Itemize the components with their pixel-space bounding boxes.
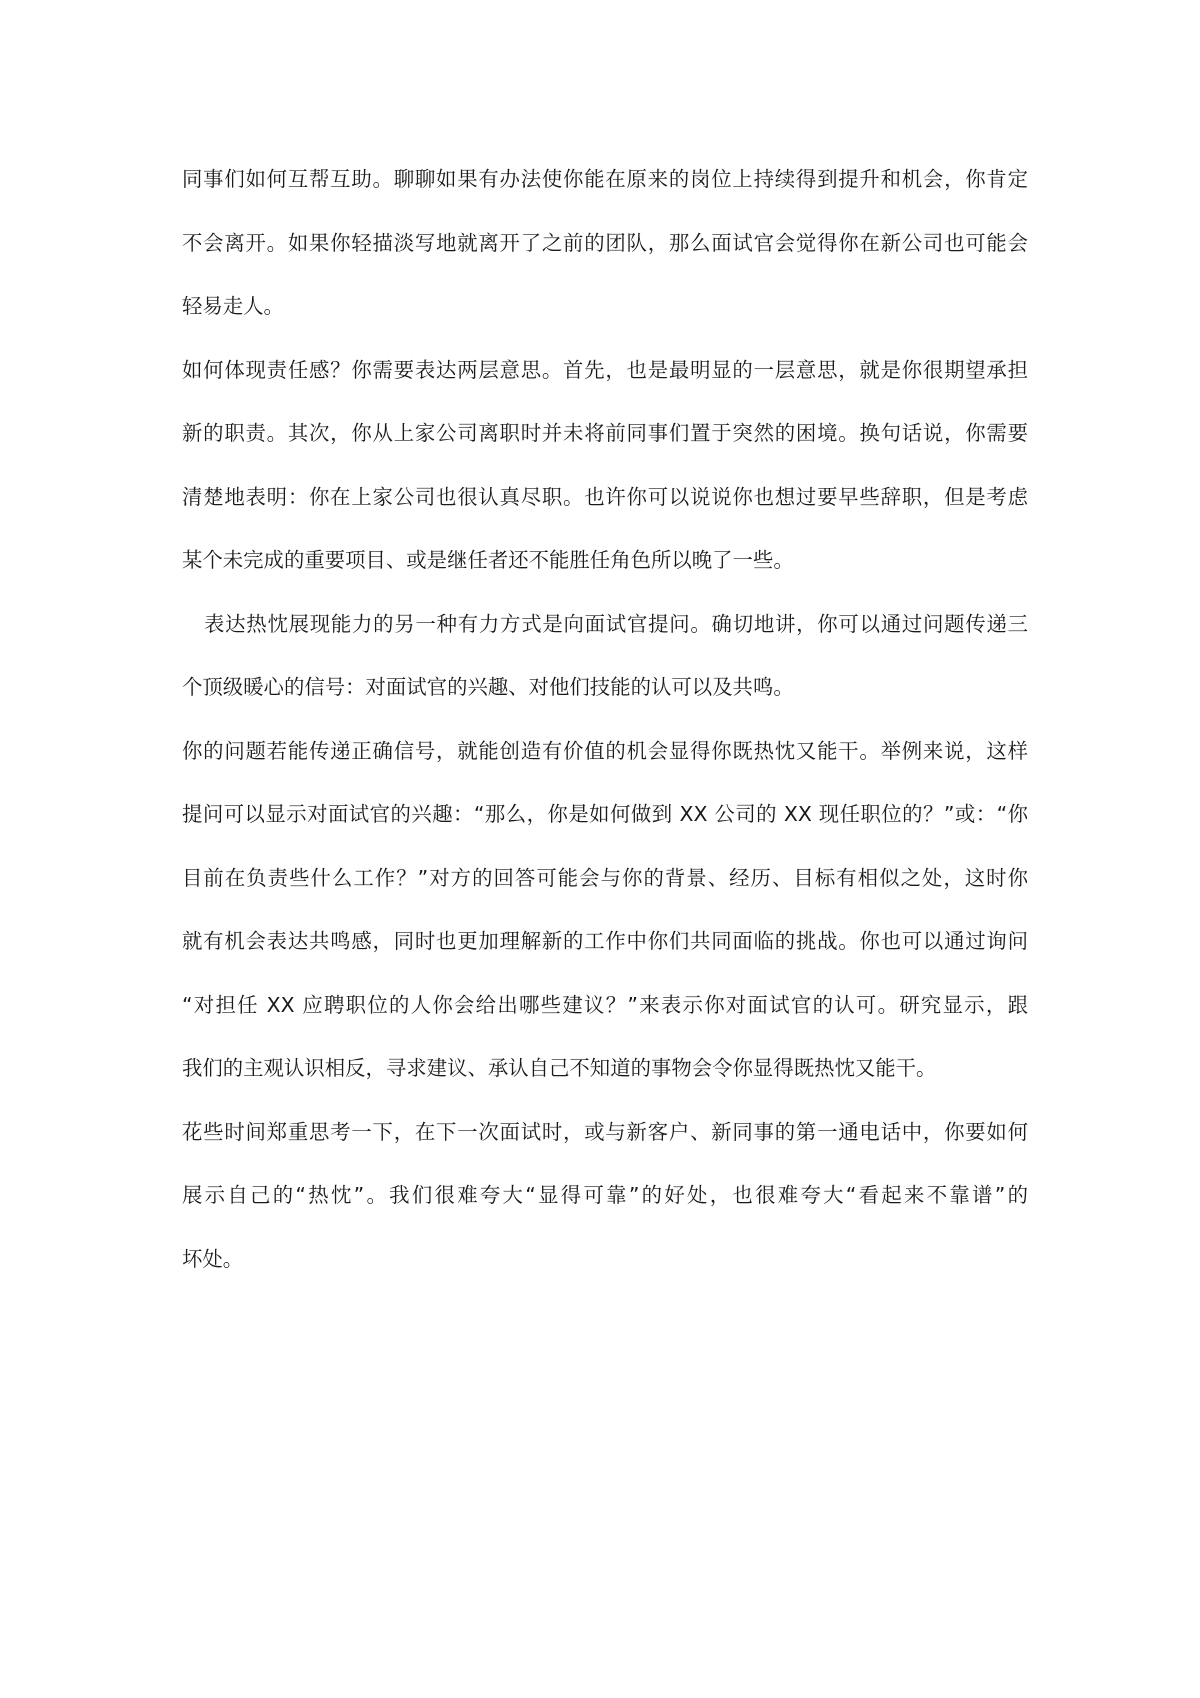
- paragraph-2-line-4: 某个未完成的重要项目、或是继任者还不能胜任角色所以晚了一些。: [182, 548, 794, 572]
- paragraph-1-line-1: 同事们如何互帮互助。聊聊如果有办法使你能在原来的岗位上持续得到提升和机会，你肯定: [182, 167, 1028, 191]
- paragraph-4-line-5: “对担任 XX 应聘职位的人你会给出哪些建议？”来表示你对面试官的认可。研究显示，跟: [182, 992, 1028, 1017]
- paragraph-4-line-3: 目前在负责些什么工作？”对方的回答可能会与你的背景、经历、目标有相似之处，这时你: [182, 865, 1028, 890]
- paragraph-4-line-6: 我们的主观认识相反，寻求建议、承认自己不知道的事物会令你显得既热忱又能干。: [182, 1056, 937, 1080]
- paragraph-1-line-3: 轻易走人。: [182, 294, 284, 318]
- paragraph-4-line-2: 提问可以显示对面试官的兴趣：“那么，你是如何做到 XX 公司的 XX 现任职位的？”或：“你: [182, 802, 1028, 826]
- paragraph-5-line-1: 花些时间郑重思考一下，在下一次面试时，或与新客户、新同事的第一通电话中，你要如何: [182, 1119, 1028, 1144]
- paragraph-2-line-2: 新的职责。其次，你从上家公司离职时并未将前同事们置于突然的困境。换句话说，你需要: [182, 421, 1028, 445]
- paragraph-4-line-1: 你的问题若能传递正确信号，就能创造有价值的机会显得你既热忱又能干。举例来说，这样: [182, 738, 1028, 763]
- paragraph-5-line-2: 展示自己的“热忱”。我们很难夸大“显得可靠”的好处，也很难夸大“看起来不靠谱”的: [182, 1183, 1028, 1207]
- paragraph-5-line-3: 坏处。: [182, 1246, 244, 1271]
- paragraph-2-line-3: 清楚地表明：你在上家公司也很认真尽职。也许你可以说说你也想过要早些辞职，但是考虑: [182, 484, 1028, 509]
- paragraph-2-line-1: 如何体现责任感？你需要表达两层意思。首先，也是最明显的一层意思，就是你很期望承担: [182, 357, 1028, 382]
- paragraph-4-line-4: 就有机会表达共鸣感，同时也更加理解新的工作中你们共同面临的挑战。你也可以通过询问: [182, 929, 1028, 953]
- document-body: [182, 148, 1028, 1291]
- paragraph-3-line-2: 个顶级暖心的信号：对面试官的兴趣、对他们技能的认可以及共鸣。: [182, 675, 794, 699]
- paragraph-3-line-1: 表达热忱展现能力的另一种有力方式是向面试官提问。确切地讲，你可以通过问题传递三: [204, 611, 1028, 636]
- paragraph-1-line-2: 不会离开。如果你轻描淡写地就离开了之前的团队，那么面试官会觉得你在新公司也可能会: [182, 230, 1028, 255]
